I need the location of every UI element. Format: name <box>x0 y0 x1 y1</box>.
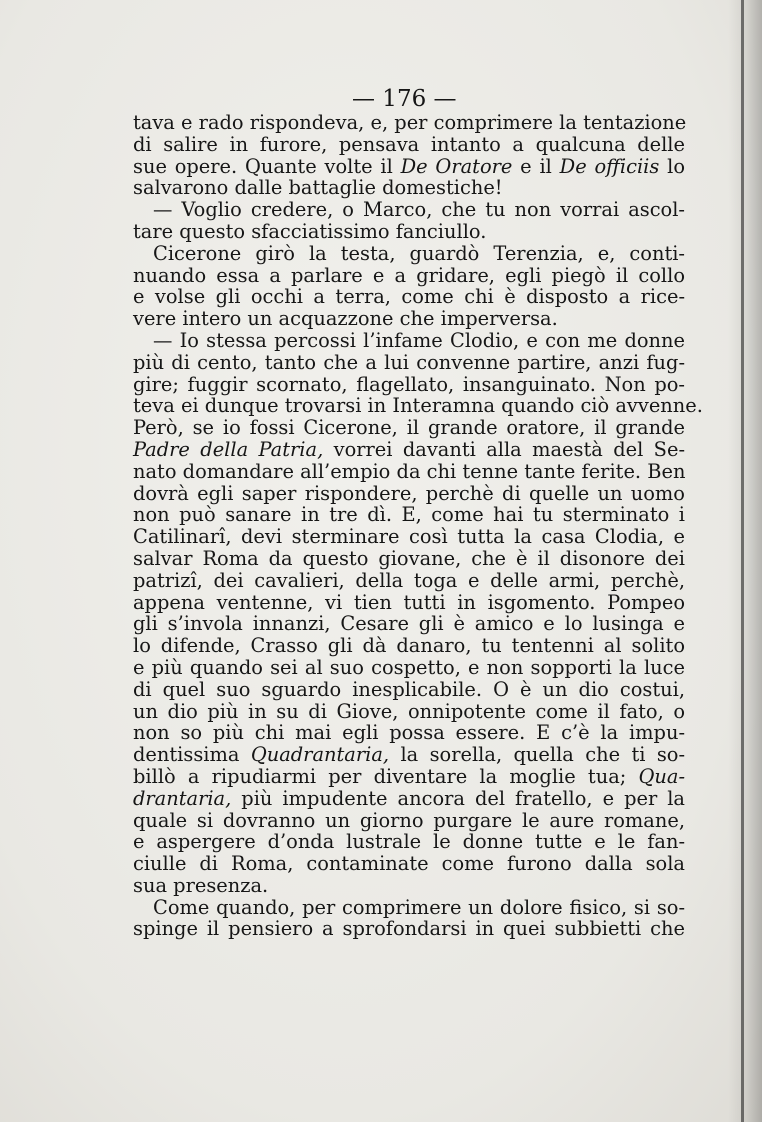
text-line <box>133 766 685 788</box>
line-text: più di cento, tanto che a lui convenne partire, anzi fug- <box>133 350 685 374</box>
text-line <box>133 701 685 723</box>
line-text: sua presenza. <box>133 873 269 897</box>
line-text: di salire in furore, pensava intanto a qualcuna delle <box>133 132 685 156</box>
text-line <box>133 679 685 701</box>
text-line <box>133 156 685 178</box>
line-text: lo <box>659 154 686 178</box>
line-text: Come quando, per comprimere un dolore fisico, si so- <box>153 895 685 919</box>
line-text: un dio più in su di Giove, onnipotente come il fato, o <box>133 699 685 723</box>
italic-text: Quadrantaria, <box>250 743 390 767</box>
text-line <box>133 308 685 330</box>
line-text: nuando essa a parlare e a gridare, egli piegò il collo <box>133 263 685 287</box>
line-text: sue opere. Quante volte il <box>133 154 401 178</box>
text-line <box>133 548 685 570</box>
line-text: di quel suo sguardo inesplicabile. O è un dio costui, <box>133 677 685 701</box>
text-line <box>133 177 685 199</box>
line-text: lo difende, Crasso gli dà danaro, tu tentenni al solito <box>133 634 685 658</box>
line-text: Cicerone girò la testa, guardò Terenzia, e, conti- <box>153 241 685 265</box>
line-text: nato domandare all’empio da chi tenne tante ferite. Ben <box>133 459 686 483</box>
text-line <box>133 265 685 287</box>
text-line <box>133 592 685 614</box>
line-text: billò a ripudiarmi per diventare la moglie tua; <box>133 764 639 788</box>
line-text: — Voglio credere, o Marco, che tu non vorrai ascol- <box>153 198 685 222</box>
page-number: — 176 — <box>352 86 457 112</box>
text-line <box>133 635 685 657</box>
line-text: e più quando sei al suo cospetto, e non sopporti la luce <box>133 655 685 679</box>
text-line <box>133 875 685 897</box>
book-spine-edge <box>741 0 744 1122</box>
italic-text: De Oratore <box>400 154 513 178</box>
line-text: non può sanare in tre dì. E, come hai tu sterminato i <box>133 503 685 527</box>
text-line <box>133 722 685 744</box>
line-text: più impudente ancora del fratello, e per la <box>231 786 685 810</box>
line-text: Catilinarî, devi sterminare così tutta la casa Clodia, e <box>133 525 685 549</box>
text-line <box>133 134 685 156</box>
line-text: teva ei dunque trovarsi in Interamna quando ciò avvenne. <box>133 394 703 418</box>
text-line <box>133 286 685 308</box>
text-line <box>133 330 685 352</box>
line-text: tare questo sfacciatissimo fanciullo. <box>133 219 487 243</box>
line-text: salvarono dalle battaglie domestiche! <box>133 176 503 200</box>
book-spine-shadow <box>728 0 762 1122</box>
text-line <box>133 417 685 439</box>
text-line <box>133 744 685 766</box>
text-line <box>133 461 685 483</box>
line-text: appena ventenne, vi tien tutti in isgomento. Pompeo <box>133 590 685 614</box>
line-text: — Io stessa percossi l’infame Clodio, e con me donne <box>153 328 685 352</box>
text-line <box>133 831 685 853</box>
italic-text: drantaria, <box>133 786 232 810</box>
text-line <box>133 788 685 810</box>
text-line <box>133 199 685 221</box>
body-text <box>133 111 703 941</box>
line-text: non so più chi mai egli possa essere. E c’è la impu- <box>133 721 685 745</box>
text-line <box>133 810 685 832</box>
text-line <box>133 570 685 592</box>
italic-text: Padre della Patria, <box>133 437 324 461</box>
line-text: salvar Roma da questo giovane, che è il disonore dei <box>133 546 685 570</box>
line-text: e volse gli occhi a terra, come chi è disposto a rice- <box>133 285 685 309</box>
text-line <box>133 526 685 548</box>
line-text: spinge il pensiero a sprofondarsi in quei subbietti che <box>133 917 685 941</box>
line-text: e aspergere d’onda lustrale le donne tutte e le fan- <box>133 830 685 854</box>
text-line <box>133 374 685 396</box>
line-text: ciulle di Roma, contaminate come furono dalla sola <box>133 852 685 876</box>
line-text: vere intero un acquazzone che imperversa. <box>133 307 558 331</box>
line-text: quale si dovranno un giorno purgare le aure romane, <box>133 808 685 832</box>
line-text: e il <box>512 154 560 178</box>
line-text: tava e rado rispondeva, e, per comprimere la tentazione <box>133 111 687 134</box>
italic-text: Qua- <box>638 764 685 788</box>
text-line <box>133 657 685 679</box>
text-line <box>133 394 703 418</box>
text-line <box>133 112 685 134</box>
text-line <box>133 853 685 875</box>
line-text: patrizî, dei cavalieri, della toga e delle armi, perchè, <box>133 568 685 592</box>
text-line <box>133 352 685 374</box>
line-text: la sorella, quella che ti so- <box>389 743 686 767</box>
line-text: vorrei davanti alla maestà del Se- <box>323 437 685 461</box>
text-line <box>133 439 685 461</box>
text-line <box>133 221 685 243</box>
text-line <box>133 897 685 919</box>
line-text: Però, se io fossi Cicerone, il grande oratore, il grande <box>133 416 685 440</box>
text-line <box>133 918 685 940</box>
text-line <box>133 483 685 505</box>
text-line <box>133 243 685 265</box>
line-text: gli s’invola innanzi, Cesare gli è amico e lo lusinga e <box>133 612 685 636</box>
italic-text: De officiis <box>559 154 660 178</box>
line-text: dentissima <box>133 743 251 767</box>
text-line <box>133 613 685 635</box>
line-text: dovrà egli saper rispondere, perchè di quelle un uomo <box>133 481 685 505</box>
text-line <box>133 504 685 526</box>
line-text: gire; fuggir scornato, flagellato, insanguinato. Non po- <box>133 372 685 396</box>
